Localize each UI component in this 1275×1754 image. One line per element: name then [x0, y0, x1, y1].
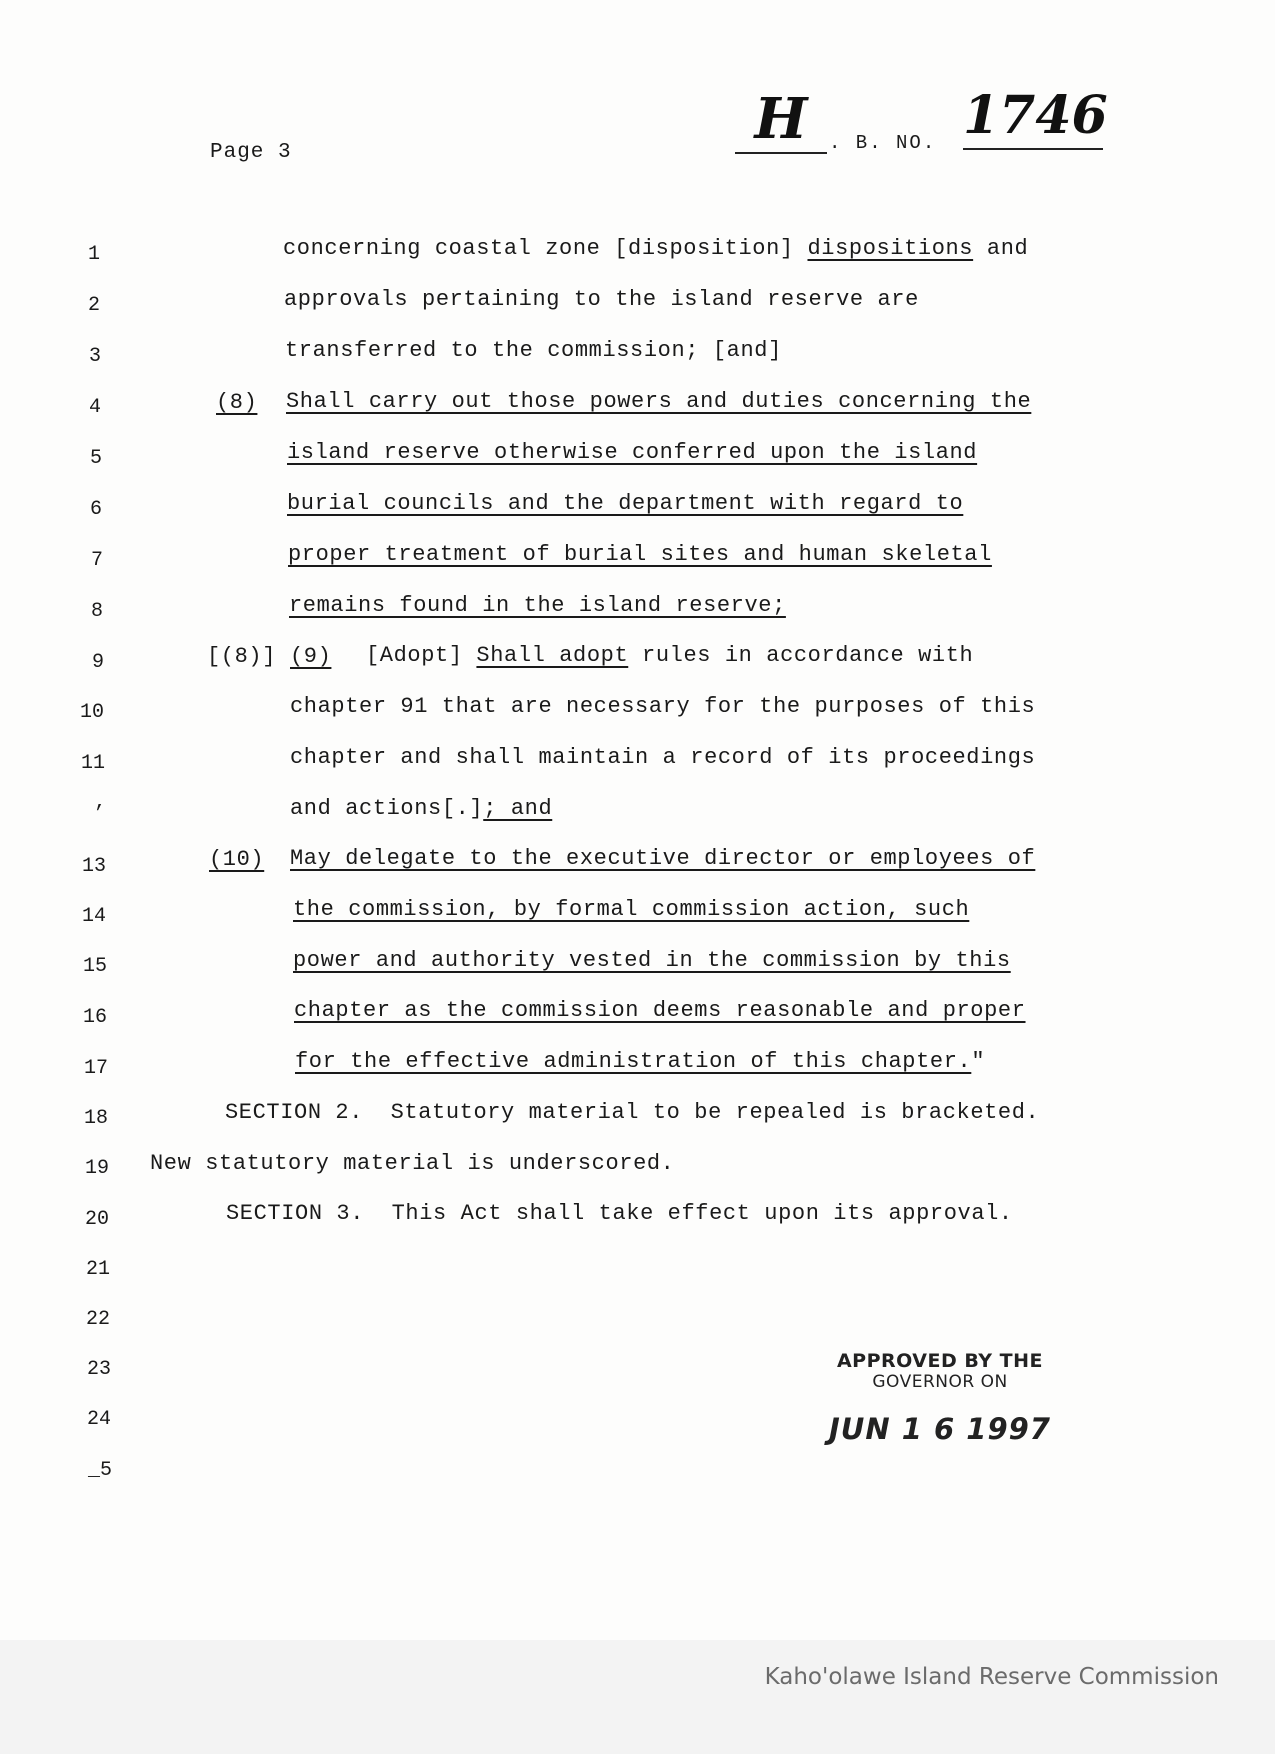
body-line-6: burial councils and the department with regard to — [287, 491, 964, 516]
body-line-7: proper treatment of burial sites and human skeletal — [288, 542, 992, 567]
body-line-19: New statutory material is underscored. — [150, 1151, 675, 1176]
body-line-8: remains found in the island reserve; — [289, 593, 786, 618]
line-number: 10 — [79, 701, 104, 724]
body-line-4: Shall carry out those powers and duties concerning the — [286, 389, 1032, 414]
body-line-2: approvals pertaining to the island reserve are — [284, 287, 919, 312]
footer-watermark: Kaho'olawe Island Reserve Commission — [764, 1664, 1219, 1690]
underscored-text: ; and — [483, 796, 553, 821]
page-label: Page 3 — [210, 141, 292, 164]
line-number: 17 — [83, 1057, 108, 1080]
body-line-16: chapter as the commission deems reasonable and proper — [294, 998, 1026, 1023]
text-segment: concerning coastal zone [disposition] — [283, 236, 808, 261]
section-2-line: SECTION 2. Statutory material to be repealed is bracketed. — [225, 1100, 1040, 1125]
section-3-line: SECTION 3. This Act shall take effect upon its approval. — [226, 1201, 1013, 1226]
bill-number-label: . B. NO. — [829, 132, 937, 154]
line-number: 20 — [84, 1208, 109, 1231]
body-line-9 — [366, 643, 973, 668]
body-line-1 — [283, 236, 1028, 261]
text-segment: and — [973, 236, 1029, 261]
line-number: 9 — [91, 651, 104, 674]
body-line-12 — [290, 796, 552, 821]
text-segment: rules in accordance with — [628, 643, 974, 668]
line-number: 21 — [85, 1258, 110, 1281]
text-segment: [Adopt] — [366, 643, 477, 668]
line-number: 23 — [86, 1358, 111, 1381]
line-number: 14 — [81, 905, 106, 928]
underscored-text: for the effective administration of this chapter. — [295, 1049, 972, 1074]
line-number: 2 — [87, 294, 100, 317]
line-number: 6 — [89, 498, 102, 521]
line-number: 18 — [83, 1107, 108, 1130]
handwritten-bill-number: 1746 — [963, 86, 1103, 150]
body-line-14: the commission, by formal commission action, such — [293, 897, 970, 922]
line-number: _5 — [87, 1459, 112, 1482]
body-line-3: transferred to the commission; [and] — [285, 338, 782, 363]
body-line-11: chapter and shall maintain a record of its proceedings — [290, 745, 1036, 770]
stamp-date: JUN 1 6 1997 — [829, 1412, 1051, 1446]
line-number: 5 — [89, 447, 102, 470]
item-number-8: (8) — [216, 390, 258, 415]
line-number: 8 — [90, 600, 103, 623]
underscored-text: dispositions — [807, 236, 974, 261]
body-line-13: May delegate to the executive director or employees of — [290, 846, 1036, 871]
stamp-governor-line: GOVERNOR ON — [872, 1372, 1008, 1392]
line-number: 16 — [82, 1006, 107, 1029]
line-number: 22 — [85, 1308, 110, 1331]
handwritten-bill-prefix: H — [735, 88, 827, 154]
footer-band — [0, 1640, 1275, 1754]
line-number: 13 — [81, 855, 106, 878]
bill-number-header — [735, 85, 1108, 158]
underscored-text: Shall adopt — [476, 643, 629, 668]
closing-quote: " — [971, 1049, 986, 1074]
text-segment: and actions[.] — [290, 796, 484, 821]
line-number: 11 — [80, 752, 105, 775]
line-number: 24 — [86, 1408, 111, 1431]
line-number: 7 — [90, 549, 103, 572]
line-number: 15 — [82, 955, 107, 978]
item-number-10: (10) — [209, 847, 265, 872]
body-line-17 — [295, 1049, 985, 1074]
line-number: 19 — [84, 1157, 109, 1180]
line-number: 3 — [88, 345, 101, 368]
line-number: 4 — [88, 396, 101, 419]
item-number-9: (9) — [290, 644, 332, 669]
bracketed-item-number: [(8)] — [207, 644, 277, 669]
line-number: 1 — [87, 243, 100, 266]
stamp-approved-line: APPROVED BY THE — [836, 1350, 1044, 1372]
body-line-5: island reserve otherwise conferred upon the island — [287, 440, 978, 465]
body-line-15: power and authority vested in the commission by this — [293, 948, 1011, 973]
body-line-10: chapter 91 that are necessary for the purposes of this — [290, 694, 1036, 719]
governor-approval-stamp — [820, 1350, 1060, 1446]
line-number: ’ — [92, 803, 105, 826]
